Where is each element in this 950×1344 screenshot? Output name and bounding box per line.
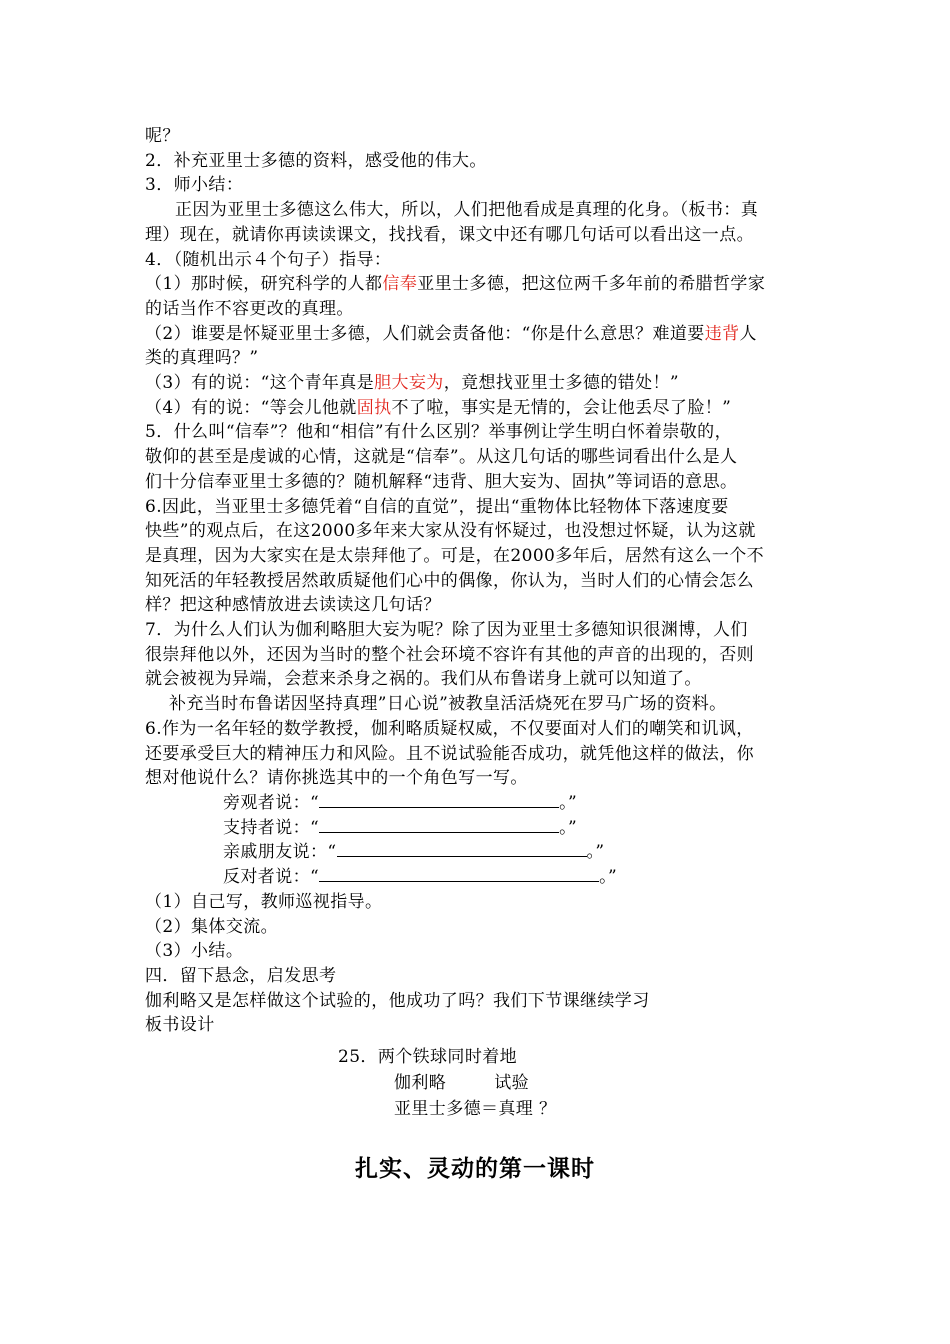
line: 是真理，因为大家实在是太崇拜他了。可是，在2000多年后，居然有这么一个不: [145, 545, 765, 566]
text: 不了啦，事实是无情的，会让他丢尽了脸！”: [391, 397, 732, 418]
highlight-word: 固执: [356, 397, 392, 418]
line: 知死活的年轻教授居然敢质疑他们心中的偶像，你认为，当时人们的心情会怎么: [145, 570, 754, 591]
line: 类的真理吗？”: [145, 348, 259, 369]
answer-blank[interactable]: [319, 791, 559, 808]
text: 人: [739, 323, 757, 344]
sentence-1: [145, 272, 815, 297]
line: 敬仰的甚至是虔诚的心情，这就是“信奉”。从这几句话的哪些词看出什么是人: [145, 447, 738, 468]
line: 7．为什么人们认为伽利略胆大妄为呢？除了因为亚里士多德知识很渊博，人们: [145, 620, 748, 641]
answer-line-opponent: [145, 865, 815, 890]
line: 就会被视为异端，会惹来杀身之祸的。我们从布鲁诺身上就可以知道了。: [145, 669, 702, 690]
line: 5．什么叫“信奉”？他和“相信”有什么区别？举事例让学生明白怀着崇敬的，: [145, 422, 732, 443]
answer-prefix: 亲戚朋友说：“: [223, 842, 337, 863]
board-row: [338, 1070, 556, 1096]
answer-line-bystander: [145, 791, 815, 816]
line: 想对他说什么？请你挑选其中的一个角色写一写。: [145, 768, 528, 789]
line: 很崇拜他以外，还因为当时的整个社会环境不容许有其他的声音的出现的，否则: [145, 644, 754, 665]
line: 6.因此，当亚里士多德凭着“自信的直觉”，提出“重物体比轻物体下落速度要: [145, 496, 729, 517]
line: 6.作为一名年轻的数学教授，伽利略质疑权威，不仅要面对人们的嘲笑和讥讽，: [145, 718, 754, 739]
line: （3）小结。: [145, 941, 244, 962]
section-heading: 四．留下悬念，启发思考: [145, 965, 337, 986]
highlight-word: 违背: [704, 323, 740, 344]
board-design-label: 板书设计: [145, 1015, 215, 1036]
board-right: 试验: [494, 1073, 530, 1093]
text: （1）那时候，研究科学的人都: [145, 274, 383, 295]
board-formula: 亚里士多德＝真理 ？: [394, 1099, 557, 1119]
sentence-2: [145, 322, 815, 347]
line: 正因为亚里士多德这么伟大，所以，人们把他看成是真理的化身。（板书：真: [175, 200, 759, 221]
answer-prefix: 反对者说：“: [223, 867, 320, 888]
board-design: [338, 1044, 556, 1122]
line: 补充当时布鲁诺因坚持真理”日心说”被教皇活活烧死在罗马广场的资料。: [169, 694, 727, 715]
answer-prefix: 旁观者说：“: [223, 792, 320, 813]
line: 快些”的观点后，在这2000多年来大家从没有怀疑过，也没想过怀疑，认为这就: [145, 521, 756, 542]
line: 的话当作不容更改的真理。: [145, 298, 354, 319]
text: （4）有的说：“等会儿他就: [145, 397, 357, 418]
line: （2）集体交流。: [145, 916, 279, 937]
answer-suffix: 。”: [599, 867, 618, 888]
line: 们十分信奉亚里士多德的？随机解释“违背、胆大妄为、固执”等词语的意思。: [145, 471, 738, 492]
line: （1）自己写，教师巡视指导。: [145, 891, 383, 912]
line: 还要承受巨大的精神压力和风险。且不说试验能否成功，就凭他这样的做法，你: [145, 743, 754, 764]
text: ，竟想找亚里士多德的错处！”: [443, 373, 680, 394]
sentence-4: [145, 396, 815, 421]
answer-suffix: 。”: [559, 792, 578, 813]
line: 伽利略又是怎样做这个试验的，他成功了吗？我们下节课继续学习: [145, 990, 650, 1011]
answer-line-relatives: [145, 840, 815, 865]
lesson-body: [145, 124, 815, 1038]
answer-suffix: 。”: [559, 817, 578, 838]
line: 2．补充亚里士多德的资料，感受他的伟大。: [145, 150, 487, 171]
line: 呢？: [145, 126, 180, 146]
text: 亚里士多德，把这位两千多年前的希腊哲学家: [417, 274, 766, 295]
line: 3．师小结：: [145, 175, 244, 196]
highlight-word: 信奉: [382, 274, 418, 295]
page-title: 扎实、灵动的第一课时: [355, 1156, 595, 1182]
text: （2）谁要是怀疑亚里士多德，人们就会责备他：“你是什么意思？难道要: [145, 323, 705, 344]
board-title: 25．两个铁球同时着地: [338, 1047, 518, 1067]
sentence-3: [145, 371, 815, 396]
line: 4．（随机出示４个句子）指导：: [145, 249, 392, 270]
answer-blank[interactable]: [337, 840, 587, 857]
text: （3）有的说：“这个青年真是: [145, 373, 375, 394]
board-left: 伽利略: [394, 1073, 447, 1093]
line: 样？把这种感情放进去读读这几句话？: [145, 595, 441, 616]
answer-blank[interactable]: [319, 816, 559, 833]
answer-blank[interactable]: [319, 865, 599, 882]
line: 理）现在，就请你再读读课文，找找看，课文中还有哪几句话可以看出这一点。: [145, 224, 754, 245]
answer-suffix: 。”: [586, 842, 605, 863]
answer-prefix: 支持者说：“: [223, 817, 320, 838]
answer-line-supporter: [145, 816, 815, 841]
highlight-word: 胆大妄为: [374, 373, 444, 394]
